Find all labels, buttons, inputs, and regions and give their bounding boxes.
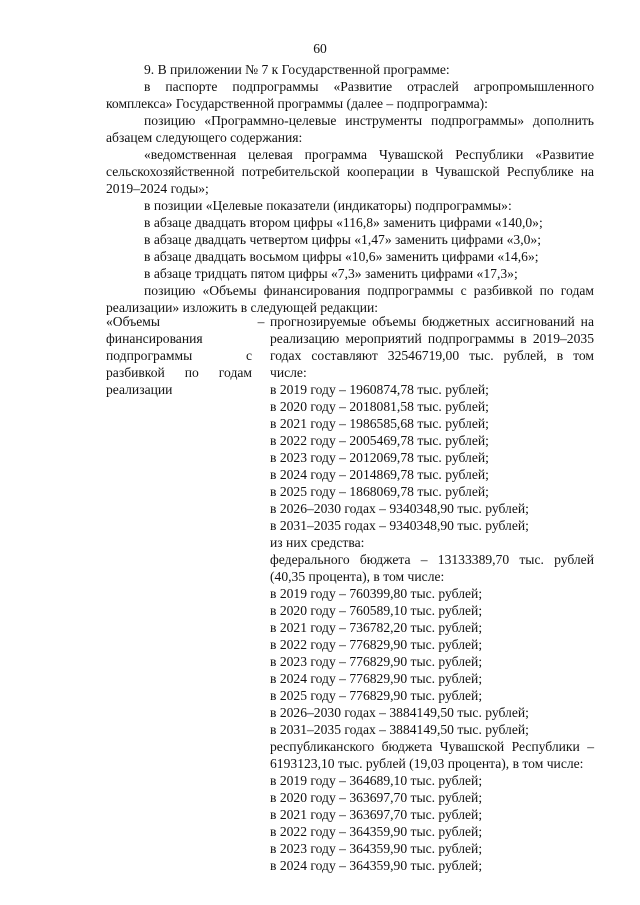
paragraph: позицию «Объемы финансирования подпрограммы с разбивкой по годам реализации» изложить в следующей редакции: bbox=[106, 283, 594, 315]
funding-line: в 2026–2030 годах – 3884149,50 тыс. рублей; bbox=[270, 705, 529, 720]
funding-line: в 2021 году – 1986585,68 тыс. рублей; bbox=[270, 416, 489, 431]
funding-line: из них средства: bbox=[270, 535, 365, 550]
funding-line: в 2021 году – 363697,70 тыс. рублей; bbox=[270, 807, 483, 822]
paragraph: в паспорте подпрограммы «Развитие отраслей агропромышленного комплекса» Государственной программы (далее – подпрограмма): bbox=[106, 79, 594, 111]
paragraph: «ведомственная целевая программа Чувашской Республики «Развитие сельскохозяйственной потребительской кооперации в Чувашской Республике на 2019–2024 годы»; bbox=[106, 147, 594, 196]
funding-line: федерального бюджета – 13133389,70 тыс. рублей (40,35 процента), в том числе: bbox=[270, 552, 594, 584]
funding-line: в 2025 году – 1868069,78 тыс. рублей; bbox=[270, 484, 489, 499]
funding-line: в 2023 году – 364359,90 тыс. рублей; bbox=[270, 841, 483, 856]
funding-table bbox=[106, 313, 594, 874]
funding-line: республиканского бюджета Чувашской Республики – 6193123,10 тыс. рублей (19,03 процента), в том числе: bbox=[270, 739, 594, 771]
funding-line: в 2031–2035 годах – 9340348,90 тыс. рублей; bbox=[270, 518, 529, 533]
funding-line: в 2022 году – 2005469,78 тыс. рублей; bbox=[270, 433, 489, 448]
funding-line: в 2031–2035 годах – 3884149,50 тыс. рублей; bbox=[270, 722, 529, 737]
paragraph: 9. В приложении № 7 к Государственной программе: bbox=[144, 62, 450, 77]
funding-line: в 2026–2030 годах – 9340348,90 тыс. рублей; bbox=[270, 501, 529, 516]
funding-line: в 2023 году – 776829,90 тыс. рублей; bbox=[270, 654, 483, 669]
paragraph: позицию «Программно-целевые инструменты подпрограммы» дополнить абзацем следующего содержания: bbox=[106, 113, 594, 145]
document-body bbox=[106, 61, 594, 316]
funding-line: в 2019 году – 364689,10 тыс. рублей; bbox=[270, 773, 483, 788]
page-number: 60 bbox=[313, 41, 327, 56]
funding-line: в 2022 году – 776829,90 тыс. рублей; bbox=[270, 637, 483, 652]
funding-line: в 2019 году – 1960874,78 тыс. рублей; bbox=[270, 382, 489, 397]
funding-line: в 2021 году – 736782,20 тыс. рублей; bbox=[270, 620, 483, 635]
funding-dash: – bbox=[257, 314, 265, 329]
paragraph: в позиции «Целевые показатели (индикаторы) подпрограммы»: bbox=[144, 198, 512, 213]
funding-line: в 2022 году – 364359,90 тыс. рублей; bbox=[270, 824, 483, 839]
funding-line: прогнозируемые объемы бюджетных ассигнований на реализацию мероприятий подпрограммы в 2019–2035 годах составляют 32546719,00 тыс. рублей, в том числе: bbox=[270, 314, 594, 380]
funding-label: «Объемы финансирования подпрограммы с разбивкой по годам реализации bbox=[106, 314, 252, 397]
funding-details bbox=[270, 313, 594, 874]
funding-line: в 2025 году – 776829,90 тыс. рублей; bbox=[270, 688, 483, 703]
funding-line: в 2023 году – 2012069,78 тыс. рублей; bbox=[270, 450, 489, 465]
paragraph: в абзаце двадцать четвертом цифры «1,47» заменить цифрами «3,0»; bbox=[144, 232, 541, 247]
funding-line: в 2019 году – 760399,80 тыс. рублей; bbox=[270, 586, 483, 601]
funding-line: в 2024 году – 2014869,78 тыс. рублей; bbox=[270, 467, 489, 482]
paragraph: в абзаце двадцать втором цифры «116,8» заменить цифрами «140,0»; bbox=[144, 215, 543, 230]
paragraph: в абзаце тридцать пятом цифры «7,3» заменить цифрами «17,3»; bbox=[144, 266, 518, 281]
paragraph: в абзаце двадцать восьмом цифры «10,6» заменить цифрами «14,6»; bbox=[144, 249, 539, 264]
funding-line: в 2024 году – 776829,90 тыс. рублей; bbox=[270, 671, 483, 686]
funding-line: в 2020 году – 2018081,58 тыс. рублей; bbox=[270, 399, 489, 414]
funding-line: в 2024 году – 364359,90 тыс. рублей; bbox=[270, 858, 483, 873]
funding-line: в 2020 году – 363697,70 тыс. рублей; bbox=[270, 790, 483, 805]
funding-line: в 2020 году – 760589,10 тыс. рублей; bbox=[270, 603, 483, 618]
